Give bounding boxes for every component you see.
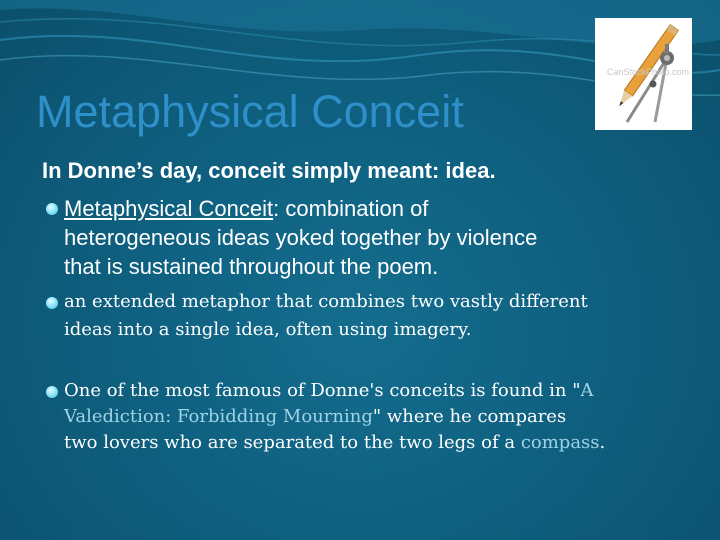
bullet-1-line-1 [64,195,428,223]
bullet-icon [46,386,58,398]
bullet-3-line-1 [64,379,594,403]
bullet-3-text: One of the most famous of Donne's conceits is found in " [64,380,581,401]
bullet-1-text: : combination of [273,196,429,221]
valediction-link[interactable]: A [580,380,594,401]
bullet-3-text: two lovers who are separated to the two legs of a [64,432,521,453]
bullet-icon [46,203,58,215]
bullet-2-line-1: an extended metaphor that combines two vastly different [64,291,588,312]
bullet-3-line-2 [64,405,566,429]
bullet-3-text: . [599,432,606,453]
bullet-1-line-2: heterogeneous ideas yoked together by violence [64,225,538,250]
image-watermark: CanStockPhoto.com [607,67,690,77]
intro-text: In Donne’s day, conceit simply meant: idea. [42,158,496,183]
slide-title: Metaphysical Conceit [36,86,464,137]
bullet-3-text: " where he compares [372,406,567,427]
bullet-2-line-2: ideas into a single idea, often using imagery. [64,319,472,340]
compass-image [595,18,692,130]
bullet-1-term: Metaphysical Conceit [64,196,274,221]
bullet-3-line-3 [64,431,605,455]
bullet-icon [46,297,58,309]
bullet-1-line-3: that is sustained throughout the poem. [64,254,439,279]
valediction-link[interactable]: Valediction: Forbidding Mourning [64,406,373,427]
compass-link[interactable]: compass [520,432,600,453]
